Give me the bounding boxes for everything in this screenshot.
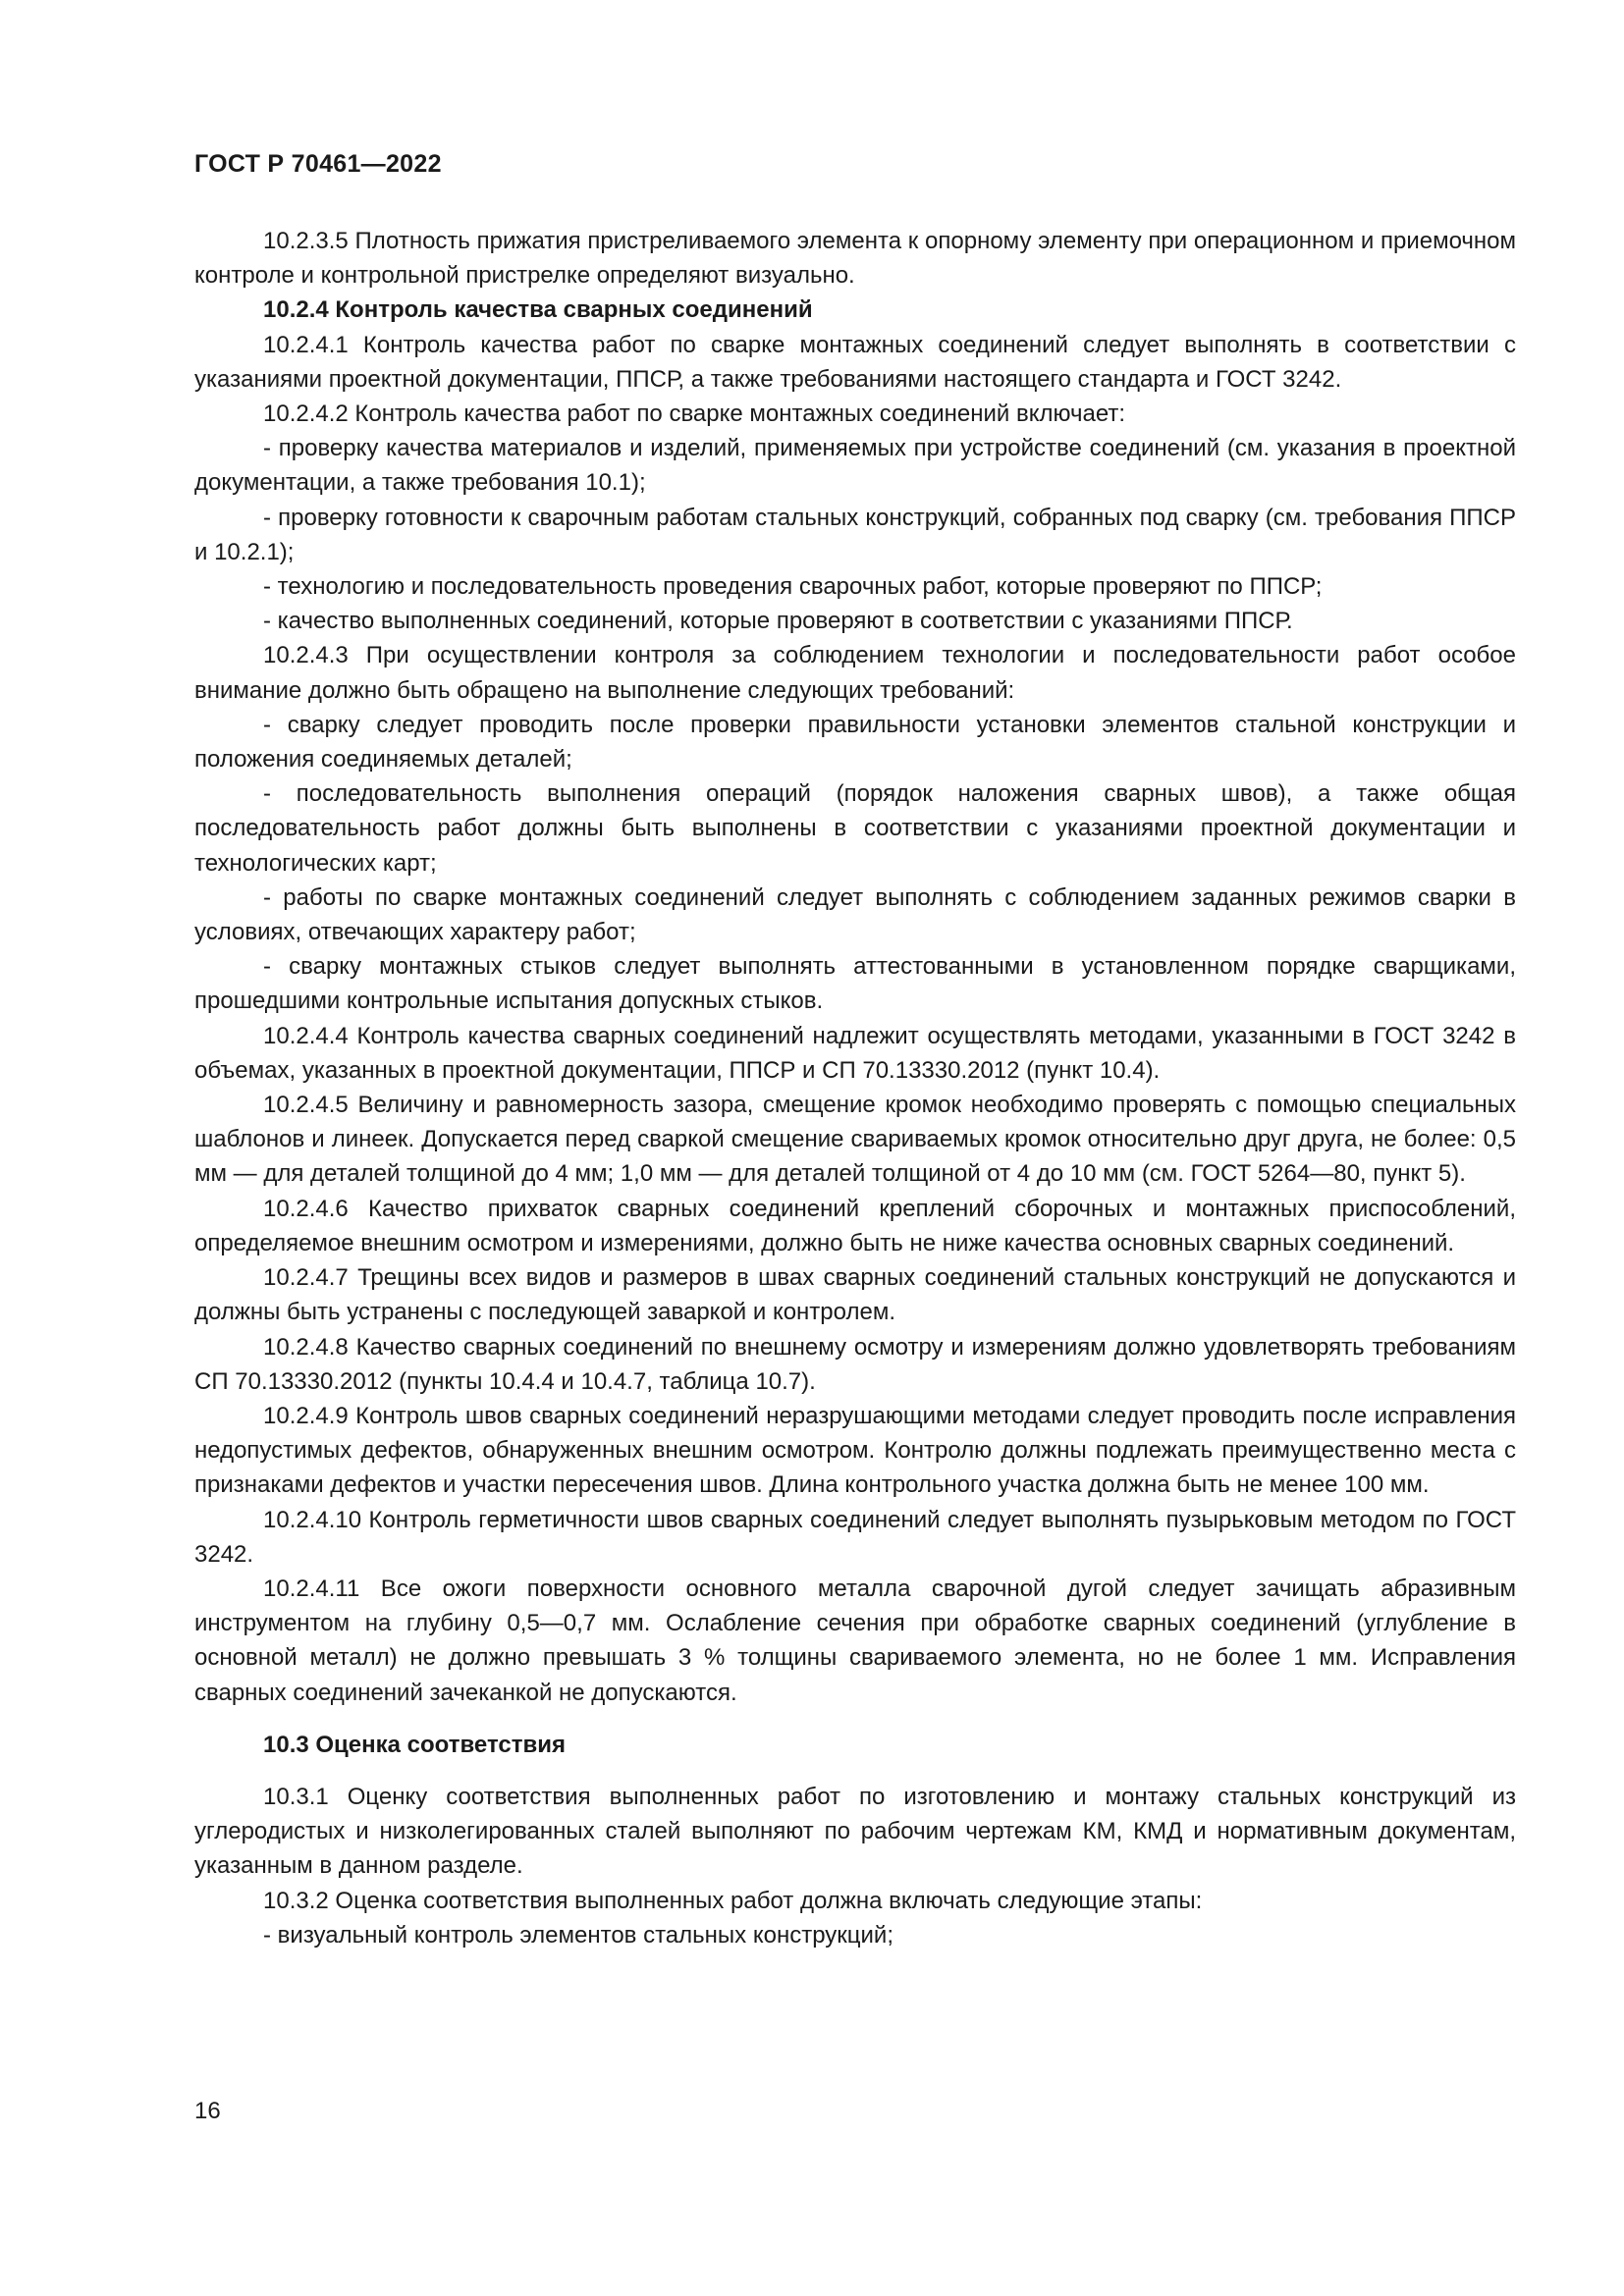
paragraph-10-2-4-3: 10.2.4.3 При осуществлении контроля за соблюдением технологии и последовательности работ особое внимание должно быть обращено на выполнение следующих требований: [194,642,1516,704]
paragraph-10-2-4-1: 10.2.4.1 Контроль качества работ по сварке монтажных соединений следует выполнять в соответствии с указаниями проектной документации, ППСР, а также требованиями настоящего стандарта и ГОСТ 3242. [194,331,1516,393]
list-item: - сварку монтажных стыков следует выполнять аттестованными в установленном порядке сварщиками, прошедшими контрольные испытания допускных стыков. [194,953,1516,1015]
paragraph-10-2-4-2: 10.2.4.2 Контроль качества работ по сварке монтажных соединений включает: [263,400,1126,428]
list-item: - качество выполненных соединений, которые проверяют в соответствии с указаниями ППСР. [263,608,1293,635]
paragraph-10-3-2: 10.3.2 Оценка соответствия выполненных работ должна включать следующие этапы: [263,1887,1203,1914]
heading-10-2-4: 10.2.4 Контроль качества сварных соединений [263,296,813,324]
list-item: - работы по сварке монтажных соединений следует выполнять с соблюдением заданных режимов сварки в условиях, отвечающих характеру работ; [194,883,1516,946]
paragraph-10-2-4-11: 10.2.4.11 Все ожоги поверхности основного металла сварочной дугой следует зачищать абразивным инструментом на глубину 0,5—0,7 мм. Ослабление сечения при обработке сварных соединений (углубление в основной металл) не должно превышать 3 % толщины свариваемого элемента, но не более 1 мм. Исправления сварных соединений зачеканкой не допускаются. [194,1575,1516,1706]
list-item: - проверку качества материалов и изделий, применяемых при устройстве соединений (см. указания в проектной документации, а также требования 10.1); [194,435,1516,497]
list-item: - последовательность выполнения операций (порядок наложения сварных швов), а также общая последовательность работ должны быть выполнены в соответствии с указаниями проектной документации и технологических карт; [194,780,1516,877]
heading-10-3: 10.3 Оценка соответствия [263,1731,567,1758]
page-header: ГОСТ Р 70461—2022 [194,150,442,178]
paragraph-10-2-4-6: 10.2.4.6 Качество прихваток сварных соединений креплений сборочных и монтажных приспособлений, определяемое внешним осмотром и измерениями, должно быть не ниже качества основных сварных соединений. [194,1195,1516,1256]
paragraph-10-2-4-9: 10.2.4.9 Контроль швов сварных соединений неразрушающими методами следует проводить после исправления недопустимых дефектов, обнаруженных внешним осмотром. Контролю должны подлежать преимущественно места с признаками дефектов и участки пересечения швов. Длина контрольного участка должна быть не менее 100 мм. [194,1402,1516,1499]
list-item: - технологию и последовательность проведения сварочных работ, которые проверяют по ППСР; [263,573,1323,601]
paragraph-10-2-4-10: 10.2.4.10 Контроль герметичности швов сварных соединений следует выполнять пузырьковым методом по ГОСТ 3242. [194,1506,1516,1568]
paragraph-10-2-3-5: 10.2.3.5 Плотность прижатия пристреливаемого элемента к опорному элементу при операционном и приемочном контроле и контрольной пристрелке определяют визуально. [194,228,1516,290]
paragraph-10-2-4-4: 10.2.4.4 Контроль качества сварных соединений надлежит осуществлять методами, указанными в ГОСТ 3242 в объемах, указанных в проектной документации, ППСР и СП 70.13330.2012 (пункт 10.4). [194,1022,1516,1084]
paragraph-10-2-4-5: 10.2.4.5 Величину и равномерность зазора, смещение кромок необходимо проверять с помощью специальных шаблонов и линеек. Допускается перед сваркой смещение свариваемых кромок относительно друг друга, не более: 0,5 мм — для деталей толщиной до 4 мм; 1,0 мм — для деталей толщиной от 4 до 10 мм (см. ГОСТ 5264—80, пункт 5). [194,1092,1516,1188]
paragraph-10-2-4-7: 10.2.4.7 Трещины всех видов и размеров в швах сварных соединений стальных конструкций не допускаются и должны быть устранены с последующей заваркой и контролем. [194,1264,1516,1326]
list-item: - визуальный контроль элементов стальных конструкций; [263,1921,893,1949]
paragraph-10-3-1: 10.3.1 Оценку соответствия выполненных работ по изготовлению и монтажу стальных конструкций из углеродистых и низколегированных сталей выполняют по рабочим чертежам КМ, КМД и нормативным документам, указанным в данном разделе. [194,1783,1516,1880]
paragraph-10-2-4-8: 10.2.4.8 Качество сварных соединений по внешнему осмотру и измерениям должно удовлетворять требованиям СП 70.13330.2012 (пункты 10.4.4 и 10.4.7, таблица 10.7). [194,1333,1516,1395]
list-item: - проверку готовности к сварочным работам стальных конструкций, собранных под сварку (см. требования ППСР и 10.2.1); [194,504,1516,565]
document-body [194,224,1516,1952]
page-number: 16 [194,2098,221,2124]
list-item: - сварку следует проводить после проверки правильности установки элементов стальной конструкции и положения соединяемых деталей; [194,711,1516,774]
